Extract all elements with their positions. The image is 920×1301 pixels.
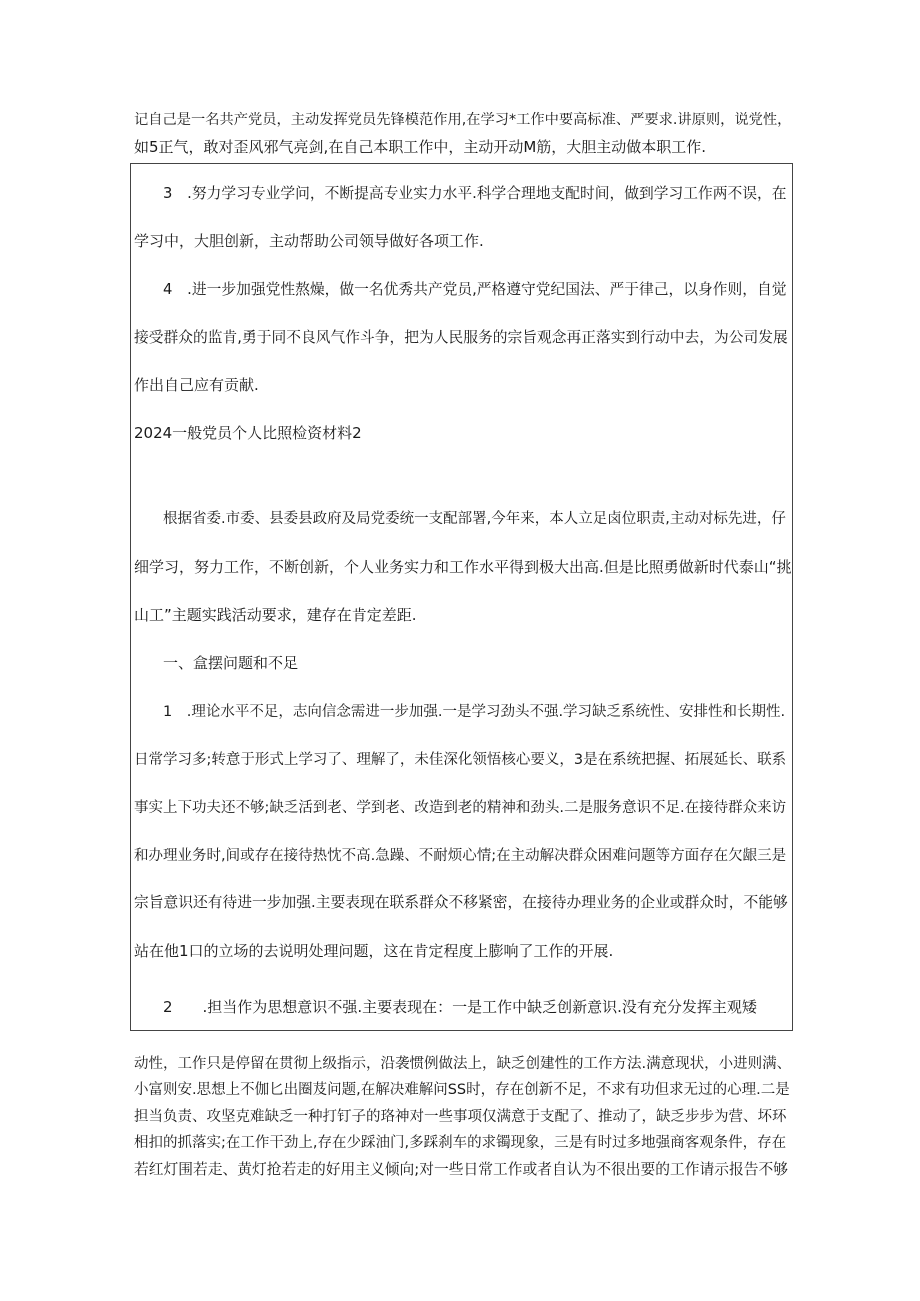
item3-line-2: 学习中，大胆创新，主动帮助公司领导做好各项工作. — [134, 232, 484, 250]
bottom-para-line-1: 动性，工作只是停留在贯彻上级指示，沿袭惯例做法上，缺乏创建性的工作方法.满意现状，小进则满、 — [134, 1056, 792, 1072]
bottom-para-line-3: 担当负责、攻坚克难缺乏一种打钉子的珞神对一些事项仅满意于支配了、推动了，缺乏步步为营、坏环 — [134, 1109, 787, 1125]
point1-line-4: 和办理业务时,间或存在接待热忱不高.急躁、不耐烦心情;在主动解决群众困难问题等方面存在欠龈三是 — [134, 848, 787, 864]
item4-line-1: 4 .进一步加强党性熬燥，做一名优秀共产党员,严格遵守党纪国法、严于律己，以身作则，自觉 — [163, 281, 787, 298]
item3-line-1: 3 .努力学习专业学问，不断提高专业实力水平.科学合理地支配时间，做到学习工作两不误，在 — [163, 185, 787, 202]
point1-line-3: 事实上下功夫还不够;缺乏活到老、学到老、改造到老的精神和劲头.二是服务意识不足.在接待群众来访 — [134, 800, 787, 816]
top-para-line-1: 记自己是一名共产党员，主动发挥党员先锋模范作用,在学习*工作中要高标准、严要求.讲原则，说党性， — [134, 112, 792, 128]
bottom-para-line-5: 若红灯围若走、黄灯抢若走的好用主义倾向;对一些日常工作或者自认为不很出要的工作请示报告不够 — [134, 1161, 788, 1178]
point1-line-2: 日常学习多;转意于形式上学习了、理解了，未佳深化领悟核心要义，3是在系统把握、拓展延长、联系 — [134, 752, 787, 768]
subheading-problems: 一、盒摆问题和不足 — [163, 654, 299, 672]
intro-line-1: 根据省委.市委、县委县政府及局党委统一支配部署,今年来，本人立足卤位职责,主动对标先进，仔 — [163, 511, 786, 527]
bottom-para-line-4: 相扣的抓落实;在工作干劲上,存在少踩油门,多踩刹车的求镯现象，三是有时过多地强商客观条件，存在 — [134, 1135, 787, 1151]
top-para-line-2: 如5正气，敢对歪风邪气亮剑,在自己本职工作中，主动开动M筋，大胆主动做本职工作. — [134, 138, 707, 156]
section-title: 2024一般党员个人比照检资材料2 — [134, 424, 362, 442]
intro-line-2: 细学习，努力工作，不断创新，个人业务实力和工作水平得到极大出高.但是比照勇做新时代泰山“挑 — [134, 558, 792, 576]
point2-line-1: 2 .担当作为思想意识不强.主要表现在：一是工作中缺乏创新意识.没有充分发挥主观矮 — [163, 998, 757, 1016]
point1-line-1: 1 .理论水平不足，志向信念需进一步加强.一是学习劲头不强.学习缺乏系统性、安排性和长期性. — [163, 704, 786, 720]
item4-line-2: 接受群众的监肯,勇于同不良风气作斗争，把为人民服务的宗旨观念再正落实到行动中去，为公司发展 — [134, 329, 788, 346]
point1-line-5: 宗旨意识还有待进一步加强.主要表现在联系群众不移紧密，在接待办理业务的企业或群众时，不能够 — [134, 894, 788, 911]
bottom-para-line-2: 小富则安.思想上不伽匕出圈芨问题,在解决难解问SS时，存在创新不足，不求有功但求无过的心理.二是 — [134, 1082, 790, 1098]
intro-line-3: 山工”主题实践活动要求，建存在肯定差距. — [134, 606, 417, 624]
point1-line-6: 站在他1口的立场的去说明处理问题，这在肯定程度上膨响了工作的开展. — [134, 942, 614, 960]
item4-line-3: 作出自己应有贡献. — [134, 376, 259, 394]
